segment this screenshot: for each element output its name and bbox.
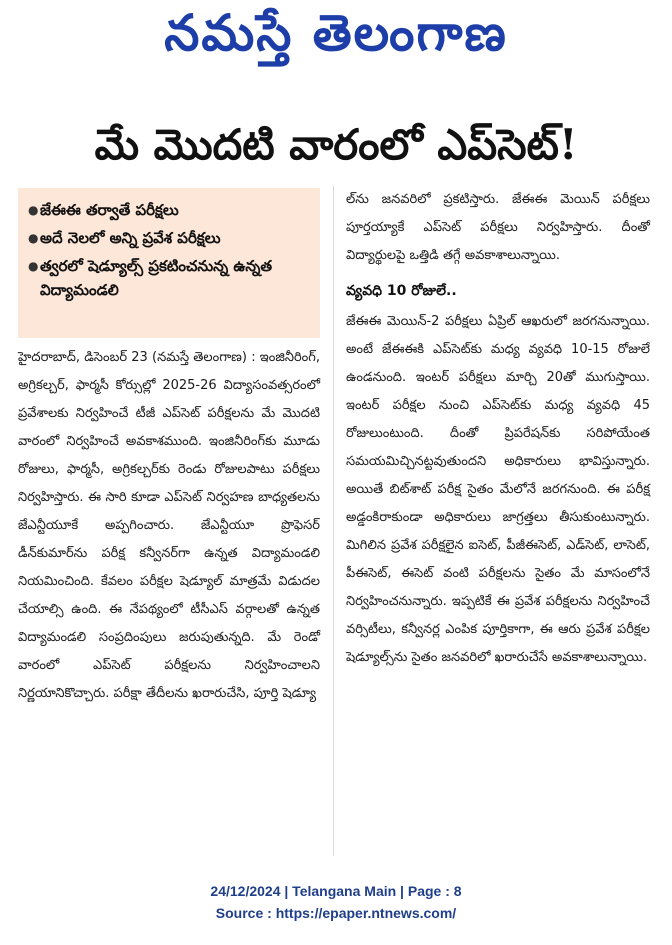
headline-text: మే మొదటి వారంలో ఎప్‌సెట్! [94, 120, 578, 169]
bullet-icon: ● [28, 203, 39, 217]
article-paragraph: ల్‌ను జనవరిలో ప్రకటిస్తారు. జేఈఈ మెయిన్ పరీక్షలు పూర్తయ్యాకే ఎప్‌సెట్ పరీక్షలు నిర్వహిస్తారు. దీంతో విద్యార్థులపై ఒత్తిడి తగ్గే అవకాశాలున్నాయి. [346, 192, 650, 263]
bullet-icon: ● [28, 231, 39, 245]
footer-date-line: 24/12/2024 | Telangana Main | Page : 8 [210, 883, 462, 899]
highlight-item [28, 226, 312, 250]
highlight-item [28, 198, 312, 222]
headline [18, 120, 654, 180]
subheading: వ్యవధి 10 రోజులే.. [346, 283, 457, 299]
highlight-text: అదే నెలలో అన్ని ప్రవేశ పరీక్షలు [40, 229, 221, 247]
article-column-right [346, 186, 650, 672]
footer-source-line: Source : https://epaper.ntnews.com/ [215, 905, 457, 921]
masthead-title: నమస్తే తెలంగాణ [164, 4, 508, 62]
masthead [0, 4, 672, 75]
highlights-box [18, 188, 320, 338]
source-footer [0, 880, 672, 924]
article-paragraph: జేఈఈ మెయిన్-2 పరీక్షలు ఏప్రిల్ ఆఖరులో జరగనున్నాయి. అంటే జేఈఈకి ఎప్‌సెట్‌కు మధ్య వ్యవధి 10-15 రోజులే ఉండనుంది. ఇంటర్ పరీక్షలు మార్చి 20తో ముగుస్తాయి. ఇంటర్ పరీక్షల నుంచి ఎప్‌సెట్‌కు మధ్య వ్యవధి 45 రోజులుంటుంది. దీంతో ప్రిపరేషన్‌కు సరిపోయేంత సమయమిచ్చినట్టవుతుందని అధికారులు భావిస్తున్నారు. అయితే బిట్‌శాట్ పరీక్ష సైతం మేలోనే జరగనుంది. ఈ పరీక్ష అడ్డంకిరాకుండా అధికారులు జాగ్రత్తలు తీసుకుంటున్నారు. మిగిలిన ప్రవేశ పరీక్షలైన ఐసెట్, పీజీఈసెట్, ఎడ్‌సెట్, లాసెట్, పీఈసెట్, ఈసెట్ వంటి పరీక్షలను సైతం మే మాసంలోనే నిర్వహించనున్నారు. ఇప్పటికే ఈ ప్రవేశ పరీక్షలను నిర్వహించే వర్సిటీలు, కన్వీనర్ల ఎంపిక పూర్తికాగా, ఈ ఆరు ప్రవేశ పరీక్షల షెడ్యూల్స్‌ను సైతం జనవరిలో ఖరారుచేసే అవకాశాలున్నాయి. [346, 314, 650, 665]
highlight-text: త్వరలో షెడ్యూల్స్ ప్రకటించనున్న ఉన్నత విద్యామండలి [40, 257, 272, 299]
highlight-text: జేఈఈ తర్వాతే పరీక్షలు [40, 201, 179, 219]
article-paragraph: హైదరాబాద్, డిసెంబర్ 23 (నమస్తే తెలంగాణ) : ఇంజినీరింగ్, అగ్రికల్చర్, ఫార్మసీ కోర్సుల్లో 2025-26 విద్యాసంవత్సరంలో ప్రవేశాలకు నిర్వహించే టీజీ ఎప్‌సెట్ పరీక్షలను మే మొదటి వారంలో నిర్వహించే అవకాశముంది. ఇంజినీరింగ్‌కు మూడు రోజులు, ఫార్మసీ, అగ్రికల్చర్‌కు రెండు రోజులపాటు పరీక్షలు నిర్వహిస్తారు. ఈ సారి కూడా ఎప్‌సెట్ నిర్వహణ బాధ్యతలను జేఎన్టీయూకే అప్పగించారు. జేఎన్టీయూ ప్రొఫెసర్ డీన్‌కుమార్‌ను పరీక్ష కన్వీనర్‌గా ఉన్నత విద్యామండలి నియమించింది. కేవలం పరీక్షల షెడ్యూల్ మాత్రమే విడుదల చేయాల్సి ఉంది. ఈ నేపథ్యంలో టీసీఎస్ వర్గాలతో ఉన్నత విద్యామండలి సంప్రదింపులు జరుపుతున్నది. మే రెండో వారంలో ఎప్‌సెట్ పరీక్షలను నిర్వహించాలని నిర్ణయానికొచ్చారు. పరీక్షా తేదీలను ఖరారుచేసి, పూర్తి షెడ్యూ [18, 350, 320, 701]
bullet-icon: ● [28, 259, 39, 273]
column-divider [333, 186, 334, 856]
highlight-item [28, 254, 312, 302]
article-column-left [18, 344, 320, 708]
